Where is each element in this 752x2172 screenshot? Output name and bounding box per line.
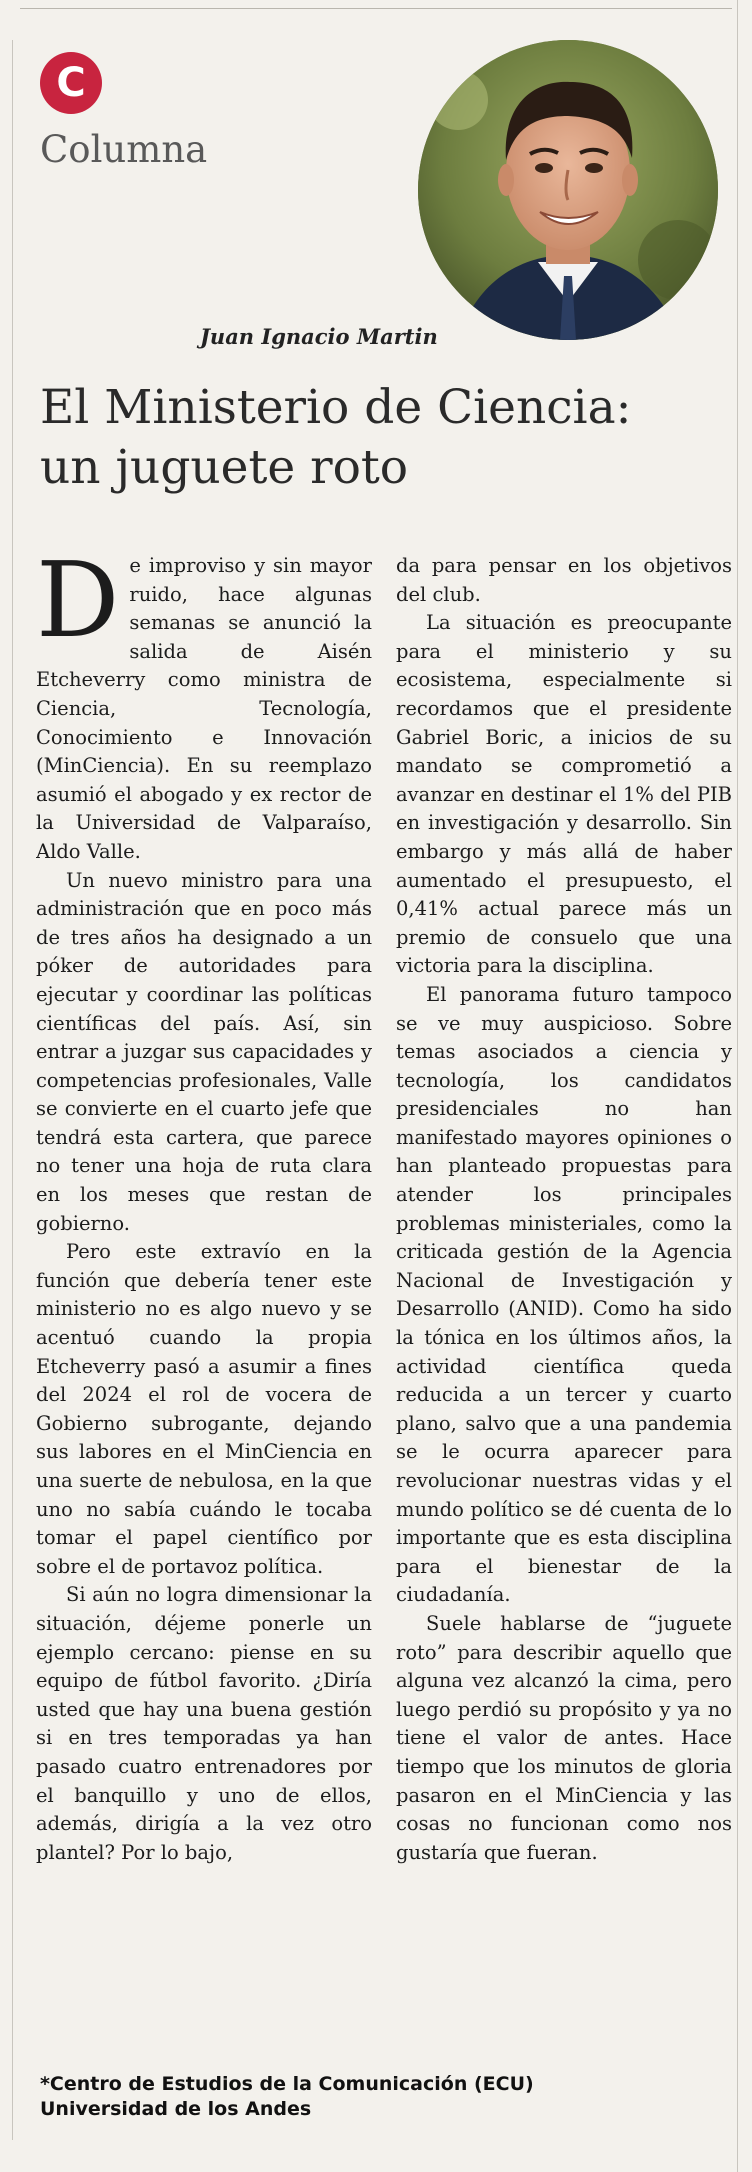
left-frame-line: [12, 40, 13, 2140]
paragraph-1-text: e improviso y sin mayor ruido, hace algunas semanas se anunció la salida de Aisén Etcheverry como ministra de Ciencia, Tecnología, Conocimiento e Innovación (MinCiencia). En su reemplazo asumió el abogado y ex rector de la Universidad de Valparaíso, Aldo Valle.: [36, 554, 372, 863]
author-portrait: [418, 40, 718, 340]
affiliation-line-1: *Centro de Estudios de la Comunicación (ECU): [40, 2073, 534, 2095]
paragraph-5: La situación es preocupante para el ministerio y su ecosistema, especialmente si recordamos que el presidente Gabriel Boric, a inicios de su mandato se comprometió a avanzar en destinar el 1% del PIB en investigación y desarrollo. Sin embargo y más allá de haber aumentado el presupuesto, el 0,41% actual parece más un premio de consuelo que una victoria para la disciplina.: [396, 611, 732, 978]
top-rule: [20, 8, 732, 9]
section-label: Columna: [40, 128, 208, 171]
paragraph-2: Un nuevo ministro para una administración que en poco más de tres años ha designado a un póker de autoridades para ejecutar y coordinar las políticas científicas del país. Así, sin entrar a juzgar sus capacidades y competencias profesionales, Valle se convierte en el cuarto jefe que tendrá esta cartera, que parece no tener una hoja de ruta clara en los meses que restan de gobierno.: [36, 868, 372, 1235]
drop-cap: D: [36, 552, 120, 661]
paragraph-6: El panorama futuro tampoco se ve muy auspicioso. Sobre temas asociados a ciencia y tecnología, los candidatos presidenciales no han manifestado mayores opiniones o han planteado propuestas para atender los principales problemas ministeriales, como la criticada gestión de la Agencia Nacional de Investigación y Desarrollo (ANID). Como ha sido la tónica en los últimos años, la actividad científica queda reducida a un tercer y cuarto plano, salvo que a una pandemia se le ocurra aparecer para revolucionar nuestras vidas y el mundo político se dé cuenta de lo importante que es esta disciplina para el bienestar de la ciudadanía.: [396, 982, 732, 1607]
article-column-left: [36, 552, 372, 2048]
right-frame-line: [737, 0, 738, 2172]
author-portrait-illustration: [418, 40, 718, 340]
paragraph-4-continued: da para pensar en los objetivos del club.: [396, 554, 732, 606]
section-badge-icon: C: [40, 52, 102, 114]
affiliation-line-2: Universidad de los Andes: [40, 2098, 312, 2120]
paragraph-1: [36, 552, 372, 867]
paragraph-3: Pero este extravío en la función que debería tener este ministerio no es algo nuevo y se acentuó cuando la propia Etcheverry pasó a asumir a fines del 2024 el rol de vocera de Gobierno subrogante, dejando sus labores en el MinCiencia en una suerte de nebulosa, en la que uno no sabía cuándo le tocaba tomar el papel científico por sobre el de portavoz política.: [36, 1240, 372, 1578]
author-affiliation: [40, 2072, 700, 2122]
article-headline: El Ministerio de Ciencia: un juguete roto: [40, 380, 632, 495]
paragraph-7: Suele hablarse de “juguete roto” para describir aquello que alguna vez alcanzó la cima, pero luego perdió su propósito y ya no tiene el valor de antes. Hace tiempo que los minutos de gloria pasaron en el MinCiencia y las cosas no funcionan como nos gustaría que fueran.: [396, 1611, 732, 1864]
article-column-right: [396, 552, 732, 2048]
paragraph-4: Si aún no logra dimensionar la situación, déjeme ponerle un ejemplo cercano: piense en su equipo de fútbol favorito. ¿Diría usted que hay una buena gestión si en tres temporadas ya han pasado cuatro entrenadores por el banquillo y uno de ellos, además, dirigía a la vez otro plantel? Por lo bajo,: [36, 1583, 372, 1864]
author-byline: Juan Ignacio Martin: [200, 324, 438, 349]
